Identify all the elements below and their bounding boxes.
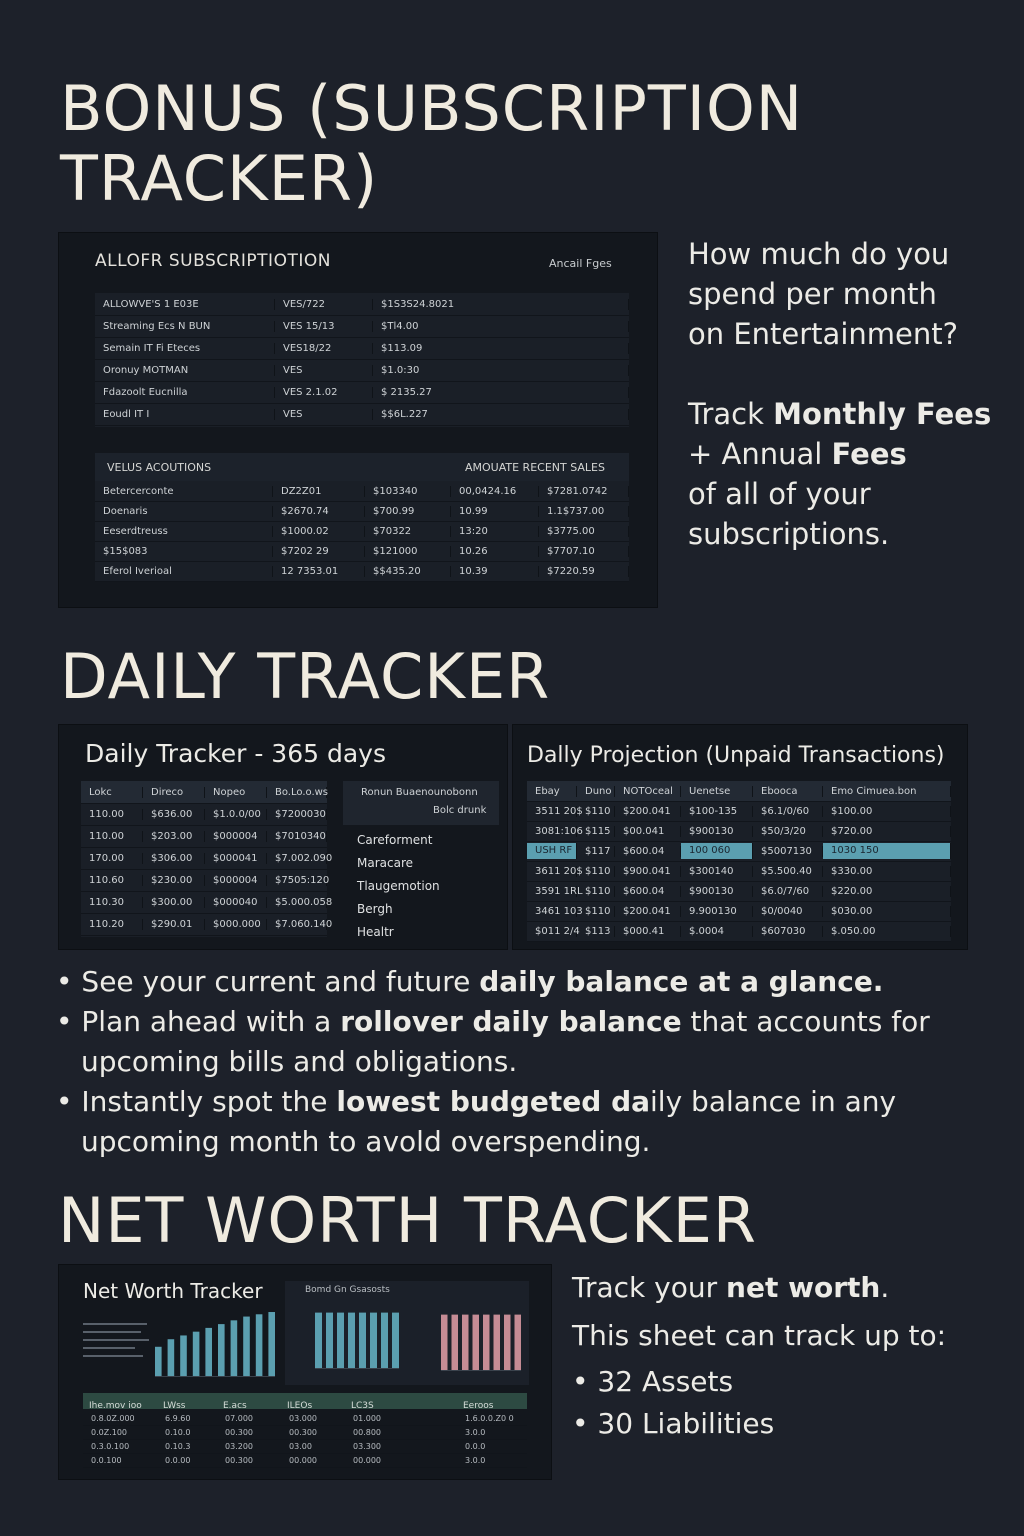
table-cell: 03.200 [225,1441,253,1451]
table-cell: $607030 [753,926,823,937]
sales-row [95,541,629,562]
chart-bar [315,1313,322,1369]
table-cell: $115 [577,826,615,837]
table-cell: 1030 150 [823,843,951,859]
table-cell: $000004 [205,875,267,886]
comparison-chart-label: Bomd Gn Gsasosts [305,1285,390,1295]
category-item: Healtr [357,925,394,939]
table-cell: Lokc [81,787,143,798]
subscription-side-text [688,234,1008,554]
subscription-row [95,403,629,426]
chart-bar [515,1315,522,1371]
table-cell: 0.3.0.100 [91,1441,130,1451]
networth-table-header [83,1393,527,1409]
table-cell: $5.500.40 [753,866,823,877]
table-cell: 6.9.60 [165,1413,191,1423]
table-cell: $700.99 [365,506,451,517]
chart-bar [483,1315,490,1371]
daily-bullet-2: • Plan ahead with a rollover daily balance that accounts for [56,1005,930,1038]
table-cell: $203.00 [143,831,205,842]
table-cell: 110.60 [81,875,143,886]
chart-bar [381,1313,388,1369]
table-cell: 1.6.0.0.Z0 0 [465,1413,514,1423]
table-cell: DZ2Z01 [273,486,365,497]
table-cell: $1.0:30 [373,365,629,376]
table-cell: $7202 29 [273,546,365,557]
sales-row [95,501,629,522]
chart-bar [218,1324,225,1377]
table-cell: 03.00 [289,1441,312,1451]
table-cell: VES 2.1.02 [275,387,373,398]
networth-panel-title: Net Worth Tracker [83,1279,263,1303]
networth-row [83,1439,527,1454]
daily-projection-table [527,781,951,941]
assets-bar-chart [315,1307,399,1369]
chart-bar [504,1315,511,1371]
table-cell: 10.39 [451,566,539,577]
table-cell: 0.0Z.100 [91,1427,128,1437]
table-cell: Semain IT Fi Eteces [95,343,275,354]
table-cell: $121000 [365,546,451,557]
table-cell: Eoudl IT I [95,409,275,420]
chart-bar [359,1313,366,1369]
category-header-box [343,781,499,825]
table-cell: $.050.00 [823,926,951,937]
chart-bar [392,1313,399,1369]
table-cell: 110.30 [81,897,143,908]
networth-side-text [572,1264,1012,1444]
projection-row [527,821,951,842]
projection-row [527,881,951,902]
table-cell: $15$083 [95,546,273,557]
chart-bar [441,1315,448,1371]
table-cell: $000041 [205,853,267,864]
table-cell: $7220.59 [539,566,629,577]
table-cell: 07.000 [225,1413,253,1423]
daily-tracker-table [81,781,333,937]
table-cell: $$435.20 [365,566,451,577]
table-cell: $300.00 [143,897,205,908]
table-cell: $Tl4.00 [373,321,629,332]
table-cell: $.0004 [681,926,753,937]
networth-header-cell: ILEOs [287,1401,313,1411]
table-cell: $113 [577,926,615,937]
networth-header-cell: Eeroos [463,1401,494,1411]
chart-bar [473,1315,480,1371]
table-cell: 3.0.0 [465,1427,486,1437]
networth-row [83,1425,527,1440]
table-cell: $00.041 [615,826,681,837]
side-track-line-4: subscriptions. [688,517,890,551]
table-cell: 03.300 [353,1441,381,1451]
table-cell: $6.1/0/60 [753,806,823,817]
chart-bar [155,1347,162,1377]
table-cell: Uenetse [681,786,753,797]
table-cell: 0.10.0 [165,1427,191,1437]
projection-row [527,861,951,882]
daily-heading: DAILY TRACKER [60,640,551,713]
table-cell: 3461 103 [527,906,577,917]
networth-growth-chart [155,1305,275,1377]
daily-row [81,781,327,804]
table-cell: 3081:106 [527,826,577,837]
networth-row [83,1453,527,1468]
table-cell: Direco [143,787,205,798]
table-cell: $110 [577,886,615,897]
table-cell: VES [275,365,373,376]
subscription-panel-subtitle: Ancail Fges [549,257,612,270]
table-cell: 110.00 [81,831,143,842]
table-cell: 1.1$737.00 [539,506,629,517]
category-header: Ronun Buaenounobonn [361,787,478,798]
table-cell: $100-135 [681,806,753,817]
daily-projection-title: Dally Projection (Unpaid Transactions) [527,743,945,768]
projection-row [527,901,951,922]
table-cell: $50/3/20 [753,826,823,837]
table-cell: $110 [577,866,615,877]
subscription-row [95,337,629,360]
chart-bar [494,1315,501,1371]
table-cell: 0.0.100 [91,1455,122,1465]
networth-comparison-box [285,1281,529,1385]
daily-bullet-2-cont: upcoming bills and obligations. [81,1045,518,1078]
table-cell: $100.00 [823,806,951,817]
networth-line-2: This sheet can track up to: [572,1319,947,1352]
subscription-panel-title: ALLOFR SUBSCRIPTIOTION [95,251,331,271]
table-cell: $000040 [205,897,267,908]
table-cell: $290.01 [143,919,205,930]
table-cell: USH RF [527,843,577,859]
table-cell: $600.04 [615,846,681,857]
table-cell: 00.300 [289,1427,317,1437]
table-cell: Bo.Lo.o.ws [267,787,327,798]
table-cell: 0.8.0Z.000 [91,1413,135,1423]
chart-bar [205,1328,212,1377]
table-cell: $3775.00 [539,526,629,537]
heading-line-2: TRACKER) [60,142,379,215]
table-cell: $7010340 [267,831,327,842]
table-cell: $230.00 [143,875,205,886]
networth-item-2: • 30 Liabilities [572,1407,775,1440]
table-cell: 12 7353.01 [273,566,365,577]
table-cell: $900130 [681,826,753,837]
chart-bar [231,1320,238,1377]
table-cell: $1S3S24.8021 [373,299,629,310]
table-cell: 3611 20$ [527,866,577,877]
table-cell: $000.41 [615,926,681,937]
subscription-table [95,293,629,427]
networth-row [83,1411,527,1426]
daily-row [81,869,330,892]
table-cell: Duno [577,786,615,797]
daily-projection-panel [512,724,968,950]
table-cell: Emo Cimuea.bon [823,786,951,797]
table-cell: ALLOWVE'S 1 E03E [95,299,275,310]
daily-row [81,803,327,826]
table-cell: $117 [577,846,615,857]
daily-bullet-1: • See your current and future daily balance at a glance. [56,965,884,998]
networth-header-cell: LC3S [351,1401,374,1411]
table-cell: Doenaris [95,506,273,517]
networth-header-cell: E.acs [223,1401,247,1411]
sales-header-right: AMOUATE RECENT SALES [464,461,605,474]
daily-bullets [56,962,1006,1162]
table-cell: $306.00 [143,853,205,864]
table-cell: 3591 1RL [527,886,577,897]
networth-legend [83,1317,153,1369]
networth-item-1: • 32 Assets [572,1365,734,1398]
table-cell: VES 15/13 [275,321,373,332]
table-cell: 00.000 [289,1455,317,1465]
table-cell: $1000.02 [273,526,365,537]
projection-row [527,921,951,942]
table-cell: $0/0040 [753,906,823,917]
table-cell: $5.000.058 [267,897,327,908]
category-item: Careforment [357,833,433,847]
chart-bar [243,1317,250,1377]
chart-bar [168,1339,175,1377]
table-cell: Betercerconte [95,486,273,497]
table-cell: $7505:120 [267,875,327,886]
table-cell: Fdazoolt Eucnilla [95,387,275,398]
subscription-heading [60,74,803,214]
table-cell: $5007130 [753,846,823,857]
table-cell: 0.0.0 [465,1441,486,1451]
chart-bar [326,1313,333,1369]
sales-header-left: VELUS ACOUTIONS [107,461,212,474]
table-cell: VES [275,409,373,420]
networth-table [83,1411,527,1469]
sales-header [95,453,629,481]
daily-row [81,913,333,936]
table-cell: $330.00 [823,866,951,877]
table-cell: $70322 [365,526,451,537]
subscription-row [95,381,629,404]
table-cell: 9.900130 [681,906,753,917]
table-cell: VES18/22 [275,343,373,354]
daily-row [81,825,327,848]
table-cell: $030.00 [823,906,951,917]
table-cell: $011 2/4 [527,926,577,937]
chart-bar [193,1332,200,1377]
chart-bar [452,1315,459,1371]
table-cell: $ 2135.27 [373,387,629,398]
daily-row [81,891,333,914]
table-cell: $900.041 [615,866,681,877]
table-cell: Eferol Iverioal [95,566,273,577]
chart-bar [337,1313,344,1369]
table-cell: Eeserdtreuss [95,526,273,537]
table-cell: 00.800 [353,1427,381,1437]
networth-header-cell: Ihe.mov ioo [89,1401,142,1411]
table-cell: 00.000 [353,1455,381,1465]
table-cell: $7281.0742 [539,486,629,497]
side-question-2: spend per month [688,277,937,311]
table-cell: $2670.74 [273,506,365,517]
table-cell: $000004 [205,831,267,842]
table-cell: 100 060 [681,843,753,859]
chart-bar [348,1313,355,1369]
daily-row [81,847,333,870]
table-cell: $113.09 [373,343,629,354]
table-cell: $000.000 [205,919,267,930]
table-cell: $110 [577,806,615,817]
liabilities-bar-chart [441,1309,521,1371]
networth-line-1: Track your net worth. [572,1271,890,1304]
table-cell: $7200030 [267,809,327,820]
table-cell: 01.000 [353,1413,381,1423]
sales-row [95,521,629,542]
table-cell: $720.00 [823,826,951,837]
side-question-3: on Entertainment? [688,317,958,351]
table-cell: $110 [577,906,615,917]
sales-row [95,481,629,502]
subscription-row [95,293,629,316]
table-cell: 110.20 [81,919,143,930]
heading-line-1: BONUS (SUBSCRIPTION [60,72,804,145]
table-cell: $7.002.090 [267,853,327,864]
table-cell: 00,0424.16 [451,486,539,497]
subscription-row [95,315,629,338]
table-cell: 3.0.0 [465,1455,486,1465]
table-cell: NOTOceal [615,786,681,797]
table-cell: $103340 [365,486,451,497]
chart-bar [256,1314,263,1377]
table-cell: $200.041 [615,906,681,917]
side-question-1: How much do you [688,237,950,271]
table-cell: $7.060.140 [267,919,327,930]
table-cell: $220.00 [823,886,951,897]
table-cell: Streaming Ecs N BUN [95,321,275,332]
table-cell: 110.00 [81,809,143,820]
table-cell: $1.0.0/00 [205,809,267,820]
networth-header-cell: LWss [163,1401,186,1411]
table-cell: $7707.10 [539,546,629,557]
table-cell: 13:20 [451,526,539,537]
table-cell: 0.10.3 [165,1441,191,1451]
category-list [357,829,497,944]
sales-table [95,481,629,581]
category-item: Bergh [357,902,393,916]
table-cell: VES/722 [275,299,373,310]
chart-bar [268,1312,275,1377]
daily-tracker-panel [58,724,508,950]
table-cell: Oronuy MOTMAN [95,365,275,376]
networth-panel [58,1264,552,1480]
table-cell: 03.000 [289,1413,317,1423]
side-track-line-2: + Annual Fees [688,437,907,471]
table-cell: 00.300 [225,1455,253,1465]
table-cell: $600.04 [615,886,681,897]
chart-bar [180,1335,187,1377]
table-cell: Nopeo [205,787,267,798]
category-item: Tlaugemotion [357,879,440,893]
side-track-line-3: of all of your [688,477,871,511]
projection-row [527,841,951,862]
projection-row [527,801,951,822]
table-cell: $636.00 [143,809,205,820]
table-cell: Ebay [527,786,577,797]
table-cell: $900130 [681,886,753,897]
daily-bullet-3-cont: upcoming month to avold overspending. [81,1125,651,1158]
daily-bullet-3: • Instantly spot the lowest budgeted daily balance in any [56,1085,897,1118]
table-cell: 10.99 [451,506,539,517]
table-cell: $6.0/7/60 [753,886,823,897]
table-cell: $300140 [681,866,753,877]
subscription-row [95,359,629,382]
subscription-panel [58,232,658,608]
table-cell: $200.041 [615,806,681,817]
projection-row [527,781,951,802]
chart-bar [370,1313,377,1369]
table-cell: 3511 20$ [527,806,577,817]
daily-tracker-title: Daily Tracker - 365 days [85,739,386,768]
table-cell: 00.300 [225,1427,253,1437]
category-item: Maracare [357,856,413,870]
side-track-line-1: Track Monthly Fees [688,397,992,431]
table-cell: 0.0.00 [165,1455,191,1465]
table-cell: 170.00 [81,853,143,864]
table-cell: Ebooca [753,786,823,797]
category-subheader: Bolc drunk [433,805,487,816]
table-cell: $$6L.227 [373,409,629,420]
networth-heading: NET WORTH TRACKER [58,1184,757,1257]
table-cell: 10.26 [451,546,539,557]
sales-row [95,561,629,582]
chart-bar [462,1315,469,1371]
